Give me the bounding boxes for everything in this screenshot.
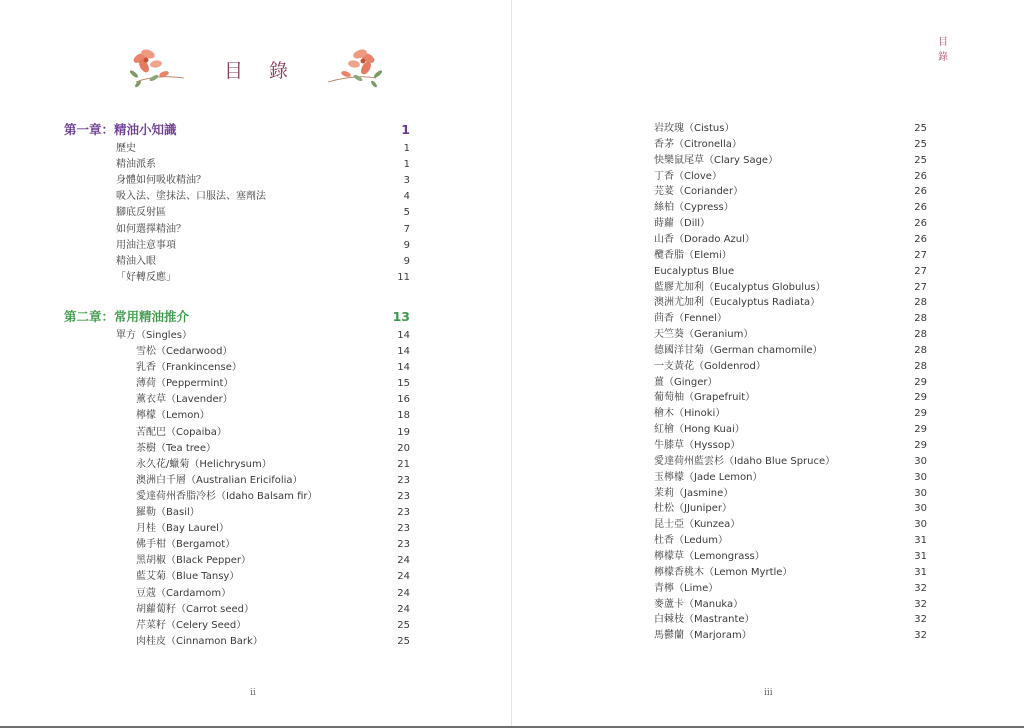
- entry-label: 如何選擇精油？: [116, 223, 186, 235]
- entry-page-number: 28: [914, 313, 927, 325]
- entry-page-number: 30: [914, 487, 927, 499]
- right-page: [512, 0, 1024, 726]
- entry-page-number: 23: [397, 523, 410, 535]
- entry-page-number: 25: [914, 123, 927, 134]
- entry-label: 澳洲尤加利（Eucalyptus Radiata）: [654, 297, 821, 309]
- entry-label: 腳底反射區: [116, 207, 166, 219]
- entry-page-number: 32: [914, 598, 927, 610]
- entry-label: 白棘枝（Mastrante）: [654, 614, 755, 626]
- chapter-heading[interactable]: [64, 121, 410, 139]
- toc-entry[interactable]: [136, 602, 410, 618]
- toc-entry[interactable]: [136, 441, 410, 457]
- toc-entry[interactable]: [116, 157, 410, 173]
- toc-entry[interactable]: [116, 205, 410, 221]
- toc-entry[interactable]: [654, 486, 927, 502]
- toc-entry[interactable]: [654, 517, 927, 533]
- entry-page-number: 30: [914, 455, 927, 467]
- entry-label: 丁香（Clove）: [654, 170, 722, 182]
- entry-label: 第一章：精油小知識: [64, 122, 177, 137]
- entry-page-number: 1: [403, 159, 410, 171]
- entry-page-number: 28: [914, 344, 927, 356]
- entry-label: 天竺葵（Geranium）: [654, 329, 754, 341]
- toc-entry[interactable]: [654, 169, 927, 185]
- toc-entry[interactable]: [116, 189, 410, 205]
- entry-page-number: 29: [914, 440, 927, 451]
- toc-entry[interactable]: [654, 264, 927, 280]
- entry-label: 歷史: [116, 143, 136, 154]
- entry-page-number: 9: [403, 239, 410, 251]
- entry-page-number: 13: [392, 308, 410, 324]
- entry-page-number: 32: [914, 630, 927, 642]
- entry-label: 薰衣草（Lavender）: [136, 394, 233, 406]
- entry-label: 藍膠尤加利（Eucalyptus Globulus）: [654, 281, 826, 293]
- toc-entry[interactable]: [136, 505, 410, 521]
- entry-label: 肉桂皮（Cinnamon Bark）: [136, 635, 263, 647]
- entry-label: 檸檬草（Lemongrass）: [654, 550, 765, 562]
- toc-entry[interactable]: [654, 549, 927, 565]
- entry-label: 薄荷（Peppermint）: [136, 378, 234, 390]
- toc-entry[interactable]: [654, 501, 927, 517]
- entry-label: 檸檬（Lemon）: [136, 410, 210, 422]
- entry-page-number: 15: [397, 378, 410, 390]
- entry-page-number: 24: [397, 587, 410, 599]
- entry-page-number: 26: [914, 233, 927, 245]
- entry-label: 一支黃花（Goldenrod）: [654, 360, 766, 372]
- entry-page-number: 28: [914, 297, 927, 309]
- entry-page-number: 21: [397, 458, 410, 470]
- entry-label: 紅檜（Hong Kuai）: [654, 424, 745, 436]
- entry-label: 佛手柑（Bergamot）: [136, 539, 236, 551]
- toc-entry[interactable]: [654, 454, 927, 470]
- toc-entry[interactable]: [136, 634, 410, 650]
- flower-ornament-left-icon: [126, 44, 186, 94]
- toc-entry[interactable]: [654, 565, 927, 581]
- entry-label: 「好轉反應」: [116, 271, 176, 283]
- entry-page-number: 23: [397, 474, 410, 486]
- toc-subheading[interactable]: [116, 328, 410, 344]
- toc-entry[interactable]: [116, 238, 410, 254]
- toc-entry[interactable]: [654, 422, 927, 438]
- entry-page-number: 27: [914, 281, 927, 293]
- left-page: [0, 0, 511, 726]
- entry-label: 雪松（Cedarwood）: [136, 346, 233, 357]
- entry-label: 薑（Ginger）: [654, 376, 718, 388]
- entry-label: 用油注意事項: [116, 239, 176, 251]
- entry-label: Eucalyptus Blue: [654, 265, 735, 277]
- flower-ornament-right-icon: [326, 44, 386, 94]
- toc-entry[interactable]: [654, 628, 927, 644]
- toc-header: [126, 44, 386, 96]
- entry-label: 乳香（Frankincense）: [136, 362, 242, 374]
- page-number-left: ii: [250, 688, 256, 698]
- toc-entry[interactable]: [136, 392, 410, 408]
- entry-label: 第二章：常用精油推介: [64, 308, 190, 324]
- toc-entry[interactable]: [136, 537, 410, 553]
- entry-label: 身體如何吸收精油？: [116, 175, 206, 187]
- toc-entry[interactable]: [654, 280, 927, 296]
- toc-entry[interactable]: [136, 586, 410, 602]
- toc-entry[interactable]: [136, 473, 410, 489]
- entry-label: 昆士亞（Kunzea）: [654, 519, 741, 531]
- toc-entry[interactable]: [136, 425, 410, 441]
- entry-label: 芹菜籽（Celery Seed）: [136, 619, 247, 631]
- entry-page-number: 1: [403, 143, 410, 154]
- toc-entry[interactable]: [654, 438, 927, 454]
- toc-entry[interactable]: [654, 470, 927, 486]
- entry-page-number: 32: [914, 614, 927, 626]
- toc-entry[interactable]: [654, 232, 927, 248]
- entry-page-number: 32: [914, 582, 927, 594]
- entry-label: 吸入法、塗抹法、口服法、塞劑法: [116, 191, 266, 203]
- entry-label: 玉檸檬（Jade Lemon）: [654, 471, 763, 483]
- toc-entry[interactable]: [116, 254, 410, 270]
- entry-label: 精油派系: [116, 159, 156, 171]
- toc-entry[interactable]: [136, 521, 410, 537]
- entry-page-number: 29: [914, 392, 927, 404]
- entry-page-number: 26: [914, 202, 927, 214]
- toc-entry[interactable]: [654, 375, 927, 391]
- toc-entry[interactable]: [654, 184, 927, 200]
- entry-label: 茉莉（Jasmine）: [654, 487, 734, 499]
- toc-entry[interactable]: [654, 121, 927, 137]
- toc-entry[interactable]: [654, 295, 927, 311]
- entry-page-number: 30: [914, 471, 927, 483]
- running-head: 目 錄: [938, 37, 951, 63]
- entry-page-number: 24: [397, 571, 410, 583]
- entry-label: 黑胡椒（Black Pepper）: [136, 555, 252, 567]
- toc-entry[interactable]: [654, 327, 927, 343]
- entry-label: 岩玫瑰（Cistus）: [654, 123, 735, 134]
- entry-page-number: 25: [397, 635, 410, 647]
- entry-page-number: 27: [914, 265, 927, 277]
- entry-page-number: 29: [914, 424, 927, 436]
- entry-label: 欖香脂（Elemi）: [654, 249, 732, 261]
- entry-page-number: 1: [401, 122, 410, 137]
- toc-entry[interactable]: [654, 137, 927, 153]
- entry-page-number: 14: [397, 329, 410, 341]
- toc-entry[interactable]: [116, 173, 410, 189]
- toc-entry[interactable]: [116, 270, 410, 286]
- entry-label: 愛達荷州藍雲杉（Idaho Blue Spruce）: [654, 455, 836, 467]
- entry-label: 葡萄柚（Grapefruit）: [654, 392, 756, 404]
- entry-page-number: 26: [914, 170, 927, 182]
- entry-label: 絲柏（Cypress）: [654, 202, 734, 214]
- entry-label: 馬鬱蘭（Marjoram）: [654, 630, 752, 642]
- entry-page-number: 19: [397, 426, 410, 438]
- entry-page-number: 24: [397, 603, 410, 615]
- entry-label: 胡蘿蔔籽（Carrot seed）: [136, 603, 255, 615]
- entry-page-number: 14: [397, 346, 410, 357]
- entry-page-number: 20: [397, 442, 410, 454]
- entry-page-number: 28: [914, 360, 927, 372]
- entry-page-number: 18: [397, 410, 410, 422]
- entry-page-number: 5: [403, 207, 410, 219]
- entry-label: 檸檬香桃木（Lemon Myrtle）: [654, 566, 793, 578]
- toc-entry[interactable]: [654, 390, 927, 406]
- entry-label: 茴香（Fennel）: [654, 313, 727, 325]
- toc-entry[interactable]: [654, 216, 927, 232]
- entry-page-number: 28: [914, 329, 927, 341]
- entry-page-number: 30: [914, 503, 927, 515]
- toc-entry[interactable]: [116, 141, 410, 157]
- entry-label: 快樂鼠尾草（Clary Sage）: [654, 154, 779, 166]
- toc-entry[interactable]: [654, 153, 927, 169]
- entry-label: 單方（Singles）: [116, 329, 192, 341]
- toc-entry[interactable]: [654, 200, 927, 216]
- toc-entry[interactable]: [654, 311, 927, 327]
- entry-page-number: 25: [397, 619, 410, 631]
- entry-label: 月桂（Bay Laurel）: [136, 523, 229, 535]
- entry-page-number: 23: [397, 539, 410, 551]
- entry-label: 杜松（JJuniper）: [654, 503, 732, 515]
- entry-label: 永久花/蠟菊（Helichrysum）: [136, 458, 272, 470]
- chapter-heading[interactable]: [64, 308, 410, 326]
- entry-label: 麥蘆卡（Manuka）: [654, 598, 744, 610]
- toc-entry[interactable]: [654, 612, 927, 628]
- entry-label: 藍艾菊（Blue Tansy）: [136, 571, 240, 583]
- entry-label: 青檸（Lime）: [654, 582, 719, 594]
- entry-page-number: 25: [914, 138, 927, 150]
- toc-entry[interactable]: [136, 553, 410, 569]
- toc-entry[interactable]: [136, 344, 410, 360]
- entry-label: 山香（Dorado Azul）: [654, 233, 755, 245]
- entry-page-number: 25: [914, 154, 927, 166]
- entry-page-number: 29: [914, 408, 927, 420]
- entry-label: 羅勒（Basil）: [136, 507, 200, 518]
- entry-page-number: 30: [914, 519, 927, 531]
- toc-entry[interactable]: [136, 408, 410, 424]
- entry-page-number: 29: [914, 376, 927, 388]
- entry-label: 牛膝草（Hyssop）: [654, 440, 741, 451]
- toc-entry[interactable]: [654, 597, 927, 613]
- entry-page-number: 31: [914, 566, 927, 578]
- toc-entry[interactable]: [136, 618, 410, 634]
- entry-label: 杜香（Ledum）: [654, 535, 728, 547]
- toc-entry[interactable]: [654, 343, 927, 359]
- page-number-right: iii: [764, 688, 773, 698]
- entry-label: 德國洋甘菊（German chamomile）: [654, 344, 823, 356]
- entry-page-number: 11: [397, 271, 410, 283]
- toc-entry[interactable]: [136, 489, 410, 505]
- entry-page-number: 16: [397, 394, 410, 406]
- entry-label: 檜木（Hinoki）: [654, 408, 726, 420]
- entry-label: 愛達荷州香脂冷杉（Idaho Balsam fir）: [136, 490, 318, 502]
- entry-page-number: 31: [914, 550, 927, 562]
- toc-entry[interactable]: [136, 569, 410, 585]
- entry-label: 豆蔻（Cardamom）: [136, 587, 232, 599]
- entry-page-number: 27: [914, 249, 927, 261]
- toc-entry[interactable]: [654, 359, 927, 375]
- entry-page-number: 3: [403, 175, 410, 187]
- entry-page-number: 7: [403, 223, 410, 235]
- entry-page-number: 9: [403, 255, 410, 267]
- toc-entry[interactable]: [136, 376, 410, 392]
- toc-entry[interactable]: [654, 581, 927, 597]
- entry-label: 茶樹（Tea tree）: [136, 442, 216, 454]
- entry-label: 澳洲白千層（Australian Ericifolia）: [136, 474, 303, 486]
- entry-label: 精油入眼: [116, 255, 156, 267]
- entry-page-number: 23: [397, 490, 410, 502]
- entry-page-number: 24: [397, 555, 410, 567]
- entry-page-number: 31: [914, 535, 927, 547]
- toc-entry[interactable]: [654, 533, 927, 549]
- entry-page-number: 23: [397, 507, 410, 518]
- toc-entry[interactable]: [116, 222, 410, 238]
- entry-page-number: 26: [914, 218, 927, 230]
- entry-label: 苦配巴（Copaiba）: [136, 426, 227, 438]
- toc-entry[interactable]: [654, 406, 927, 422]
- toc-entry[interactable]: [136, 457, 410, 473]
- toc-title: 目 錄: [223, 60, 299, 82]
- entry-label: 香茅（Citronella）: [654, 138, 742, 150]
- toc-entry[interactable]: [136, 360, 410, 376]
- toc-entry[interactable]: [654, 248, 927, 264]
- entry-page-number: 26: [914, 186, 927, 198]
- entry-page-number: 4: [403, 191, 410, 203]
- entry-label: 芫荽（Coriander）: [654, 186, 744, 198]
- entry-page-number: 14: [397, 362, 410, 374]
- entry-label: 蒔蘿（Dill）: [654, 218, 711, 230]
